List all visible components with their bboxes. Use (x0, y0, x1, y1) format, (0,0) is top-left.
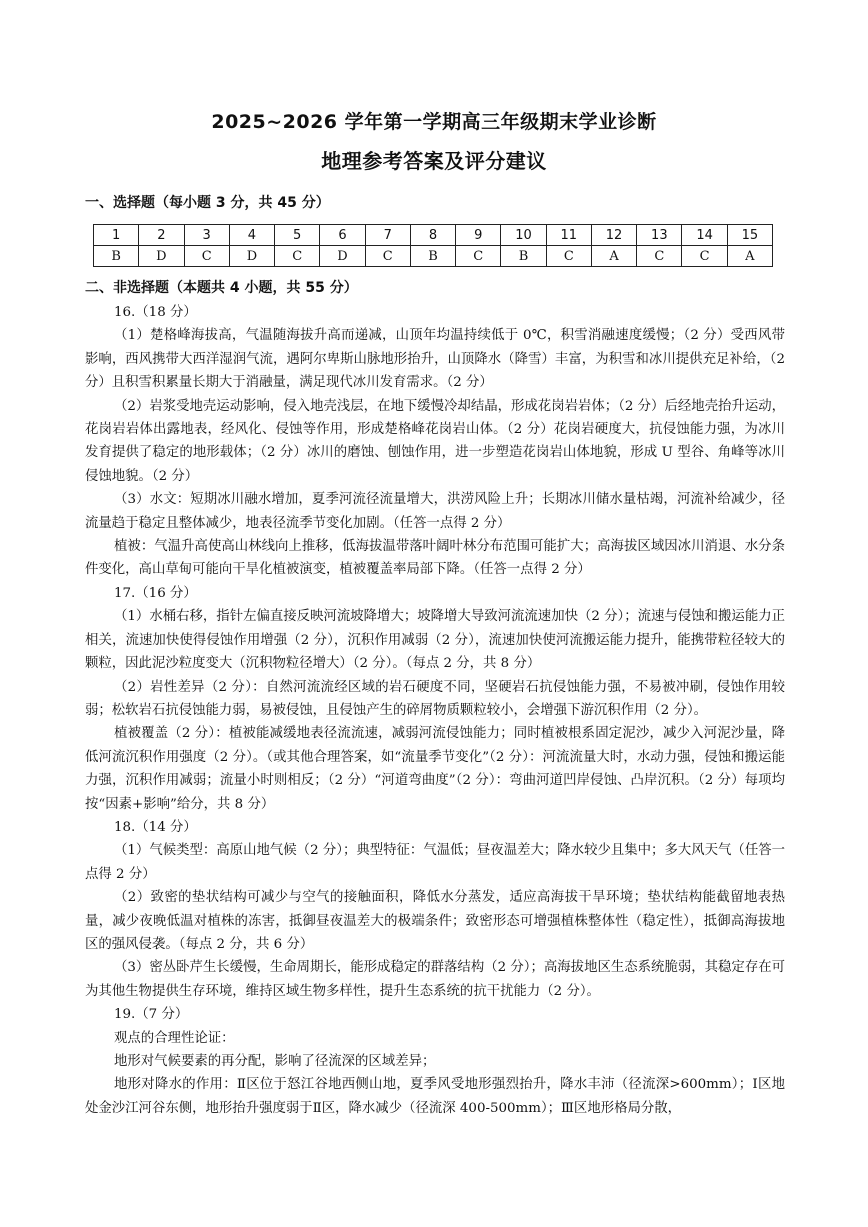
question-number-cell: 11 (546, 225, 591, 246)
question-number-row (94, 225, 773, 246)
answer-key-cell: A (591, 246, 636, 267)
question-heading: 地形对气候要素的再分配，影响了径流深的区域差异； (114, 1054, 436, 1069)
question-number-cell: 3 (184, 225, 229, 246)
answer-row (94, 246, 773, 267)
question-heading: 19.（7 分） (114, 1007, 189, 1023)
answer-key-cell: A (727, 246, 772, 267)
answer-paragraph: （3）水文：短期冰川融水增加，夏季河流径流量增大，洪涝风险上升；长期冰川储水量枯竭，河流补给减少，径流量趋于稳定且整体减少，地表径流季节变化加剧。（任答一点得 2 分） (85, 492, 785, 531)
answer-paragraph: （3）密丛卧芹生长缓慢，生命周期长，能形成稳定的群落结构（2 分）；高海拔地区生态系统脆弱，其稳定存在可为其他生物提供生存环境，维持区域生物多样性，提升生态系统的抗干扰能力（2 分）。 (85, 960, 785, 999)
answer-key-cell: D (139, 246, 184, 267)
answer-paragraph: 地形对降水的作用：Ⅱ区位于怒江谷地西侧山地，夏季风受地形强烈抬升，降水丰沛（径流深>600mm）；Ⅰ区地处金沙江河谷东侧，地形抬升强度弱于Ⅱ区，降水减少（径流深 400-500mm）；Ⅲ区地形格局分散， (85, 1077, 785, 1116)
answer-key-cell: C (637, 246, 682, 267)
answer-key-cell: D (229, 246, 274, 267)
answer-paragraph: （2）岩性差异（2 分）：自然河流流经区域的岩石硬度不同，坚硬岩石抗侵蚀能力强，不易被冲刷，侵蚀作用较弱；松软岩石抗侵蚀能力弱，易被侵蚀，且侵蚀产生的碎屑物质颗粒较小，会增强下游沉积作用（2 分）。 (85, 679, 785, 718)
question-heading: 18.（14 分） (114, 819, 197, 835)
question-number-cell: 15 (727, 225, 772, 246)
answer-key-cell: C (275, 246, 320, 267)
answer-key-cell: C (456, 246, 501, 267)
answer-key-cell: D (320, 246, 365, 267)
answer-paragraph: 植被覆盖（2 分）：植被能减缓地表径流流速，减弱河流侵蚀能力；同时植被根系固定泥沙，减少入河泥沙量，降低河流沉积作用强度（2 分）。（或其他合理答案，如“流量季节变化”（2 分）：河流流量大时，水动力强，侵蚀和搬运能力强，沉积作用减弱；流量小时则相反；（2 分）“河道弯曲度”（2 分）：弯曲河道凹岸侵蚀、凸岸沉积。（2 分）每项均按“因素+影响”给分，共 8 分） (85, 726, 785, 812)
question-number-cell: 2 (139, 225, 184, 246)
question-number-cell: 9 (456, 225, 501, 246)
answer-key-cell: C (682, 246, 727, 267)
answer-paragraph: （2）致密的垫状结构可减少与空气的接触面积，降低水分蒸发，适应高海拔干旱环境；垫状结构能截留地表热量，减少夜晚低温对植株的冻害，抵御昼夜温差大的极端条件；致密形态可增强植株整体性（稳定性），抵御高海拔地区的强风侵袭。（每点 2 分，共 6 分） (85, 890, 785, 952)
question-heading: 观点的合理性论证： (114, 1030, 235, 1046)
answer-paragraph: （1）水桶右移，指针左偏直接反映河流坡降增大；坡降增大导致河流流速加快（2 分）；流速与侵蚀和搬运能力正相关，流速加快使得侵蚀作用增强（2 分），沉积作用减弱（2 分），流速加快使河流搬运能力提升，能携带粒径较大的颗粒，因此泥沙粒度变大（沉积物粒径增大）（2 分）。（每点 2 分，共 8 分） (85, 609, 785, 672)
document-subtitle: 地理参考答案及评分建议 (321, 149, 547, 173)
question-number-cell: 1 (94, 225, 139, 246)
answer-key-cell: B (94, 246, 139, 267)
section-heading-choice: 一、选择题（每小题 3 分，共 45 分） (85, 195, 330, 211)
question-number-cell: 7 (365, 225, 410, 246)
question-number-cell: 13 (637, 225, 682, 246)
question-heading: 17.（16 分） (114, 585, 197, 601)
answer-paragraph: （1）气候类型：高原山地气候（2 分）；典型特征：气温低；昼夜温差大；降水较少且集中；多大风天气（任答一点得 2 分） (85, 843, 785, 882)
answer-key-cell: B (410, 246, 455, 267)
answer-key-cell: C (184, 246, 229, 267)
question-number-cell: 5 (275, 225, 320, 246)
answer-paragraph: 植被：气温升高使高山林线向上推移，低海拔温带落叶阔叶林分布范围可能扩大；高海拔区域因冰川消退、水分条件变化，高山草甸可能向干旱化植被演变，植被覆盖率局部下降。（任答一点得 2 分） (85, 539, 785, 578)
section-heading-open: 二、非选择题（本题共 4 小题，共 55 分） (85, 280, 358, 296)
question-number-cell: 4 (229, 225, 274, 246)
document-title: 2025~2026 学年第一学期高三年级期末学业诊断 (211, 111, 657, 133)
question-number-cell: 10 (501, 225, 546, 246)
answer-paragraph: （1）楚格峰海拔高，气温随海拔升高而递减，山顶年均温持续低于 0℃，积雪消融速度缓慢；（2 分）受西风带影响，西风携带大西洋湿润气流，遇阿尔卑斯山脉地形抬升，山顶降水（降雪）丰富，为积雪和冰川提供充足补给，（2 分）且积雪积累量长期大于消融量，满足现代冰川发育需求。（2 分） (85, 328, 785, 391)
answer-key-table (93, 224, 773, 267)
answer-key-cell: B (501, 246, 546, 267)
question-heading: 16.（18 分） (114, 305, 197, 320)
answer-body (85, 301, 785, 1120)
answer-paragraph: （2）岩浆受地壳运动影响，侵入地壳浅层，在地下缓慢冷却结晶，形成花岗岩岩体；（2 分）后经地壳抬升运动，花岗岩岩体出露地表，经风化、侵蚀等作用，形成楚格峰花岗岩山体。（2 分）花岗岩硬度大，抗侵蚀能力强，为冰川发育提供了稳定的地形载体；（2 分）冰川的磨蚀、刨蚀作用，进一步塑造花岗岩山体地貌，形成 U 型谷、角峰等冰川侵蚀地貌。（2 分） (85, 398, 785, 484)
question-number-cell: 12 (591, 225, 636, 246)
question-number-cell: 14 (682, 225, 727, 246)
answer-key-cell: C (365, 246, 410, 267)
question-number-cell: 8 (410, 225, 455, 246)
answer-key-cell: C (546, 246, 591, 267)
question-number-cell: 6 (320, 225, 365, 246)
